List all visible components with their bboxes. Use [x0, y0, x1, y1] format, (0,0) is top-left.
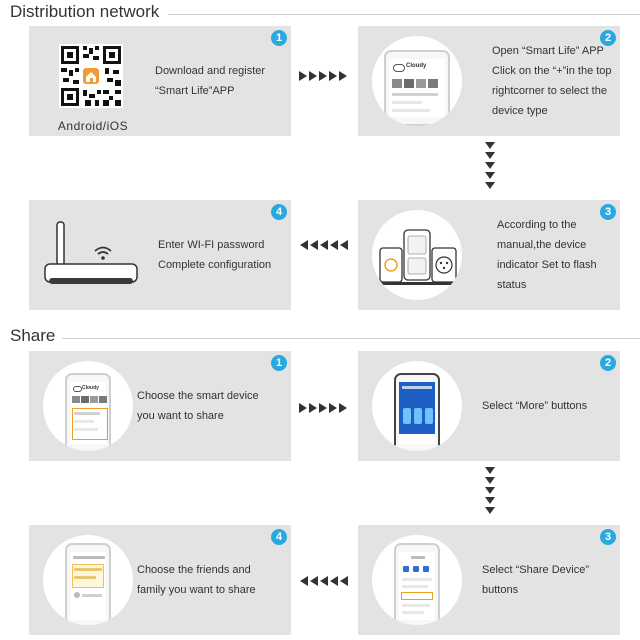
phone-icon	[65, 373, 111, 451]
step-number-badge: 4	[271, 529, 287, 545]
step-description	[482, 351, 618, 461]
share-step-2	[358, 351, 620, 461]
arrow-left-icon	[300, 576, 348, 586]
arrow-down-icon	[485, 467, 495, 514]
phone-icon	[394, 373, 440, 451]
phone-icon	[65, 543, 111, 625]
step-text-line: indicator Set to flash	[497, 259, 597, 271]
step-text-line: Choose the friends and	[137, 564, 251, 576]
step-text-line: you want to share	[137, 410, 224, 422]
app-screenshot	[43, 535, 133, 625]
step-text-line: Download and register	[155, 65, 266, 77]
step-description	[137, 351, 287, 461]
step-text-line: According to the	[497, 219, 577, 231]
step-text-line: family you want to share	[137, 584, 256, 596]
step-text-line: rightcorner to select the	[492, 85, 607, 97]
app-screenshot	[372, 36, 462, 126]
step-description	[482, 525, 618, 635]
distribution-step-2	[358, 26, 620, 136]
section-divider	[168, 14, 640, 15]
section-title-distribution: Distribution network	[10, 2, 160, 21]
step-text-line: Complete configuration	[158, 259, 272, 271]
step-text-line: device type	[492, 105, 548, 117]
step-number-badge: 1	[271, 355, 287, 371]
app-screenshot	[372, 535, 462, 625]
arrow-right-icon	[299, 403, 347, 413]
step-text-line: Select “Share Device”	[482, 564, 589, 576]
step-text-line: buttons	[482, 584, 519, 596]
app-screenshot	[372, 361, 462, 451]
arrow-down-icon	[485, 142, 495, 189]
share-step-1	[29, 351, 291, 461]
share-step-3	[358, 525, 620, 635]
arrow-left-icon	[300, 240, 348, 250]
distribution-step-1	[29, 26, 291, 136]
platform-label: Android/iOS	[57, 119, 129, 133]
distribution-step-4	[29, 200, 291, 310]
arrow-right-icon	[299, 71, 347, 81]
qr-code-icon	[59, 44, 123, 108]
step-description	[158, 200, 290, 310]
phone-icon	[384, 50, 450, 126]
step-description	[492, 26, 618, 136]
step-number-badge: 2	[600, 355, 616, 371]
distribution-step-3	[358, 200, 620, 310]
router-icon	[39, 218, 143, 294]
step-text-line: Open “Smart Life” APP	[492, 45, 604, 57]
wifi-icon	[93, 244, 113, 262]
step-description	[137, 525, 287, 635]
step-number-badge: 4	[271, 204, 287, 220]
step-number-badge: 1	[271, 30, 287, 46]
step-text-line: Choose the smart device	[137, 390, 259, 402]
step-description	[497, 200, 617, 310]
step-description	[155, 26, 287, 136]
weather-label: Cloudy	[82, 385, 99, 391]
weather-label: Cloudy	[406, 63, 427, 69]
step-text-line: Enter WI-FI password	[158, 239, 265, 251]
phone-icon	[394, 543, 440, 625]
step-number-badge: 2	[600, 30, 616, 46]
step-number-badge: 3	[600, 204, 616, 220]
section-divider	[62, 338, 640, 339]
step-number-badge: 3	[600, 529, 616, 545]
smart-plug-icon	[378, 226, 458, 290]
step-text-line: “Smart Life”APP	[155, 85, 235, 97]
share-step-4	[29, 525, 291, 635]
step-text-line: manual,the device	[497, 239, 587, 251]
section-title-share: Share	[10, 326, 56, 345]
step-text-line: Click on the “+”in the top	[492, 65, 612, 77]
device-illustration	[372, 210, 462, 300]
app-screenshot	[43, 361, 133, 451]
step-text-line: status	[497, 279, 527, 291]
step-text-line: Select “More” buttons	[482, 400, 588, 412]
